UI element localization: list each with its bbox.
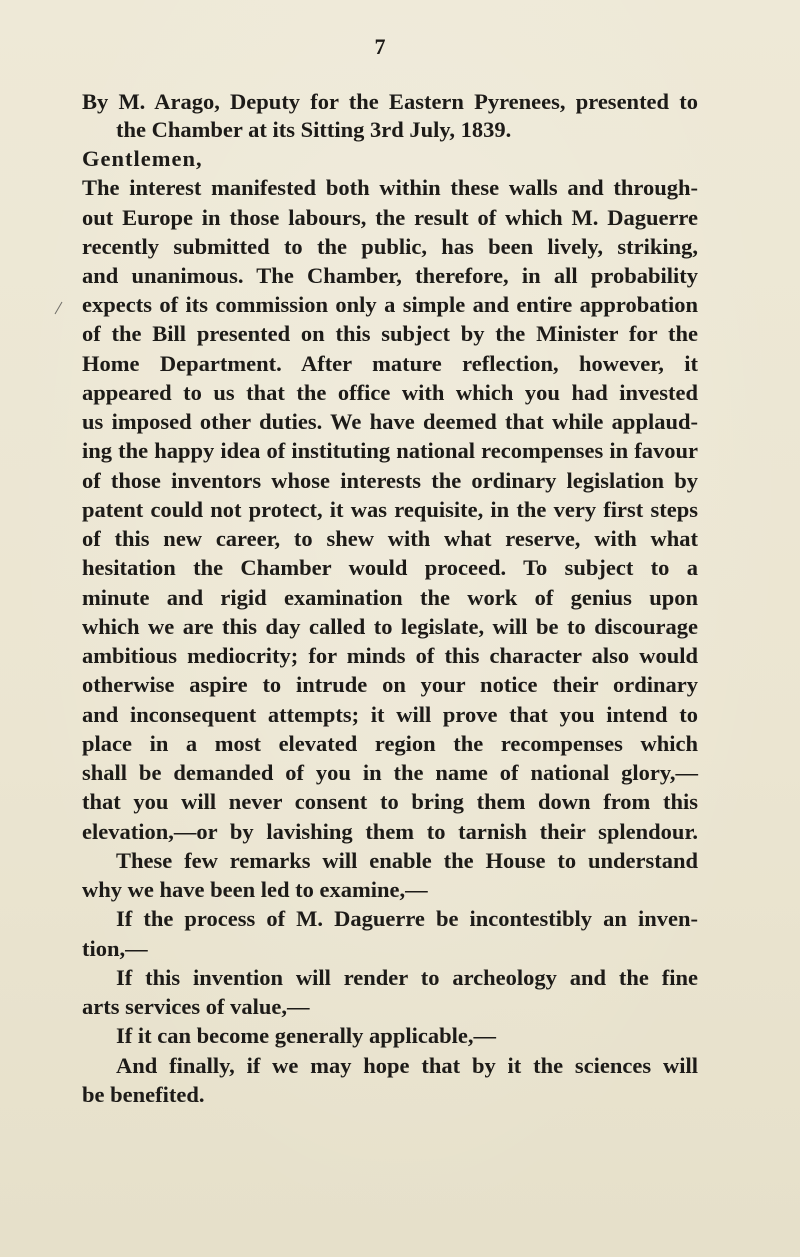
text-line: and unanimous. The Chamber, therefore, in all probability [82,263,698,288]
text-line: that you will never consent to bring them down from this [82,789,698,814]
text-line: which we are this day called to legislate, will be to discourage [82,614,698,639]
text-line: expects of its commission only a simple and entire approbation [82,292,698,317]
text-line: of this new career, to shew with what reserve, with what [82,526,698,551]
text-line: minute and rigid examination the work of genius upon [82,585,698,610]
text-line: of those inventors whose interests the ordinary legislation by [82,468,698,493]
text-line: recently submitted to the public, has been lively, striking, [82,234,698,259]
text-line: the Chamber at its Sitting 3rd July, 1839. [116,117,512,142]
text-line: And finally, if we may hope that by it the sciences will [116,1053,698,1078]
text-line: elevation,—or by lavishing them to tarnish their splendour. [82,819,698,844]
page-number: 7 [374,34,386,59]
text-line: shall be demanded of you in the name of national glory,— [82,760,698,785]
text-line: otherwise aspire to intrude on your notice their ordinary [82,672,698,697]
salutation: Gentlemen, [82,146,203,171]
text-line: hesitation the Chamber would proceed. To subject to a [82,555,698,580]
text-line: ambitious mediocrity; for minds of this character also would [82,643,698,668]
margin-mark [55,302,63,315]
text-line: By M. Arago, Deputy for the Eastern Pyrenees, presented to [82,89,698,114]
text-line: out Europe in those labours, the result of which M. Daguerre [82,205,698,230]
text-line: Home Department. After mature reflection, however, it [82,351,698,376]
text-line: If it can become generally applicable,— [116,1023,496,1048]
text-line: be benefited. [82,1082,205,1107]
text-line: If the process of M. Daguerre be incontestibly an inven- [116,906,698,931]
text-line: appeared to us that the office with which you had invested [82,380,698,405]
text-line: us imposed other duties. We have deemed that while applaud- [82,409,698,434]
text-line: These few remarks will enable the House to understand [116,848,698,873]
text-line: ing the happy idea of instituting national recompenses in favour [82,438,698,463]
text-line: place in a most elevated region the recompenses which [82,731,698,756]
text-line: If this invention will render to archeology and the fine [116,965,698,990]
text-line: why we have been led to examine,— [82,877,428,902]
text-line: and inconsequent attempts; it will prove that you intend to [82,702,698,727]
text-line: The interest manifested both within these walls and through- [82,175,698,200]
text-line: tion,— [82,936,148,961]
text-line: of the Bill presented on this subject by the Minister for the [82,321,698,346]
text-line: arts services of value,— [82,994,310,1019]
text-line: patent could not protect, it was requisite, in the very first steps [82,497,698,522]
